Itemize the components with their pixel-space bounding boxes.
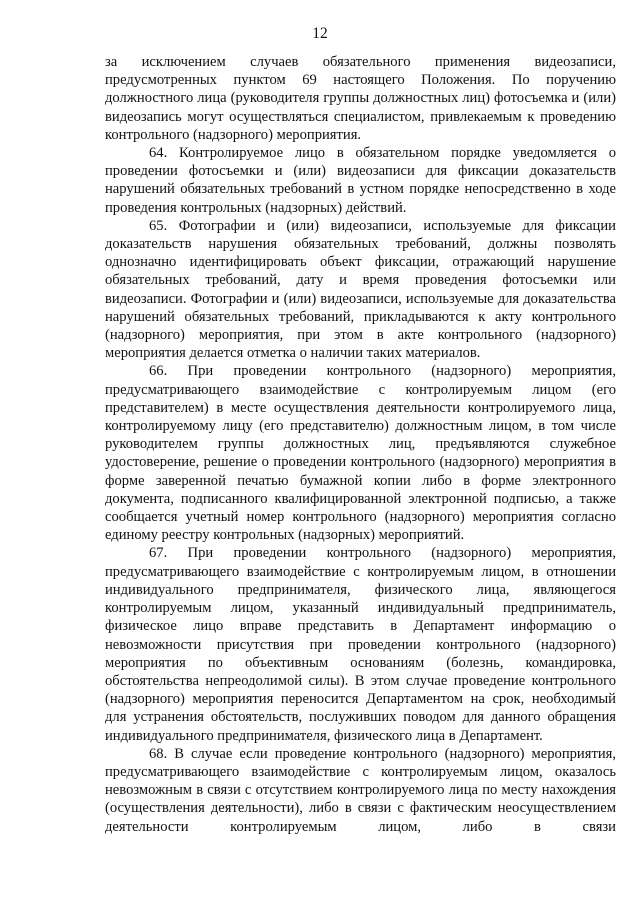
paragraph-64: 64. Контролируемое лицо в обязательном порядке уведомляется о проведении фотосъемки и (или) видеозаписи для фиксации доказательств нарушений обязательных требований в устном порядке непосредственно в ходе проведения контрольных (надзорных) действий. xyxy=(105,145,616,216)
paragraph-67: 67. При проведении контрольного (надзорного) мероприятия, предусматривающего взаимодействие с контролируемым лицом, в отношении индивидуального предпринимателя, физического лица, являющегося контролируемым лицом, указанный индивидуальный предприниматель, физическое лицо вправе представить в Департамент информацию о невозможности присутствия при проведении контрольного (надзорного) мероприятия по объективным основаниям (болезнь, командировка, обстоятельства непреодолимой силы). В этом случае проведение контрольного (надзорного) мероприятия переносится Департаментом на срок, необходимый для устранения обстоятельств, послуживших поводом для данного обращения индивидуального предпринимателя, физического лица в Департамент. xyxy=(105,545,616,744)
paragraph-continuation: за исключением случаев обязательного применения видеозаписи, предусмотренных пунктом 69 настоящего Положения. По поручению должностного лица (руководителя группы должностных лиц) фотосъемка и (или) видеозапись могут осуществляться специалистом, привлекаемым к проведению контрольного (надзорного) мероприятия. xyxy=(105,54,616,143)
document-body xyxy=(105,53,616,836)
paragraph-68: 68. В случае если проведение контрольного (надзорного) мероприятия, предусматривающего взаимодействие с контролируемым лицом, оказалось невозможным в связи с отсутствием контролируемого лица по месту нахождения (осуществления деятельности), либо в связи с фактическим неосуществлением деятельности контролируемым лицом, либо в связи xyxy=(105,745,616,835)
paragraph-66: 66. При проведении контрольного (надзорного) мероприятия, предусматривающего взаимодействие с контролируемым лицом (его представителем) в месте осуществления деятельности контролируемого лица, контролируемому лицу (его представителю) должностным лицом, в том числе руководителем группы должностных лиц, предъявляются служебное удостоверение, решение о проведении контрольного (надзорного) мероприятия в форме заверенной печатью бумажной копии либо в форме электронного документа, подписанного квалифицированной электронной подписью, а также сообщается учетный номер контрольного (надзорного) мероприятия согласно единому реестру контрольных (надзорных) мероприятий. xyxy=(105,363,616,544)
paragraph-65: 65. Фотографии и (или) видеозаписи, используемые для фиксации доказательств нарушения обязательных требований, должны позволять однозначно идентифицировать объект фиксации, отражающий нарушение обязательных требований, дату и время проведения фотосъемки или видеозаписи. Фотографии и (или) видеозаписи, используемые для доказательства нарушений обязательных требований, прикладываются к акту контрольного (надзорного) мероприятия, при этом в акте контрольного (надзорного) мероприятия делается отметка о наличии таких материалов. xyxy=(105,217,616,362)
page-number: 12 xyxy=(312,25,328,42)
